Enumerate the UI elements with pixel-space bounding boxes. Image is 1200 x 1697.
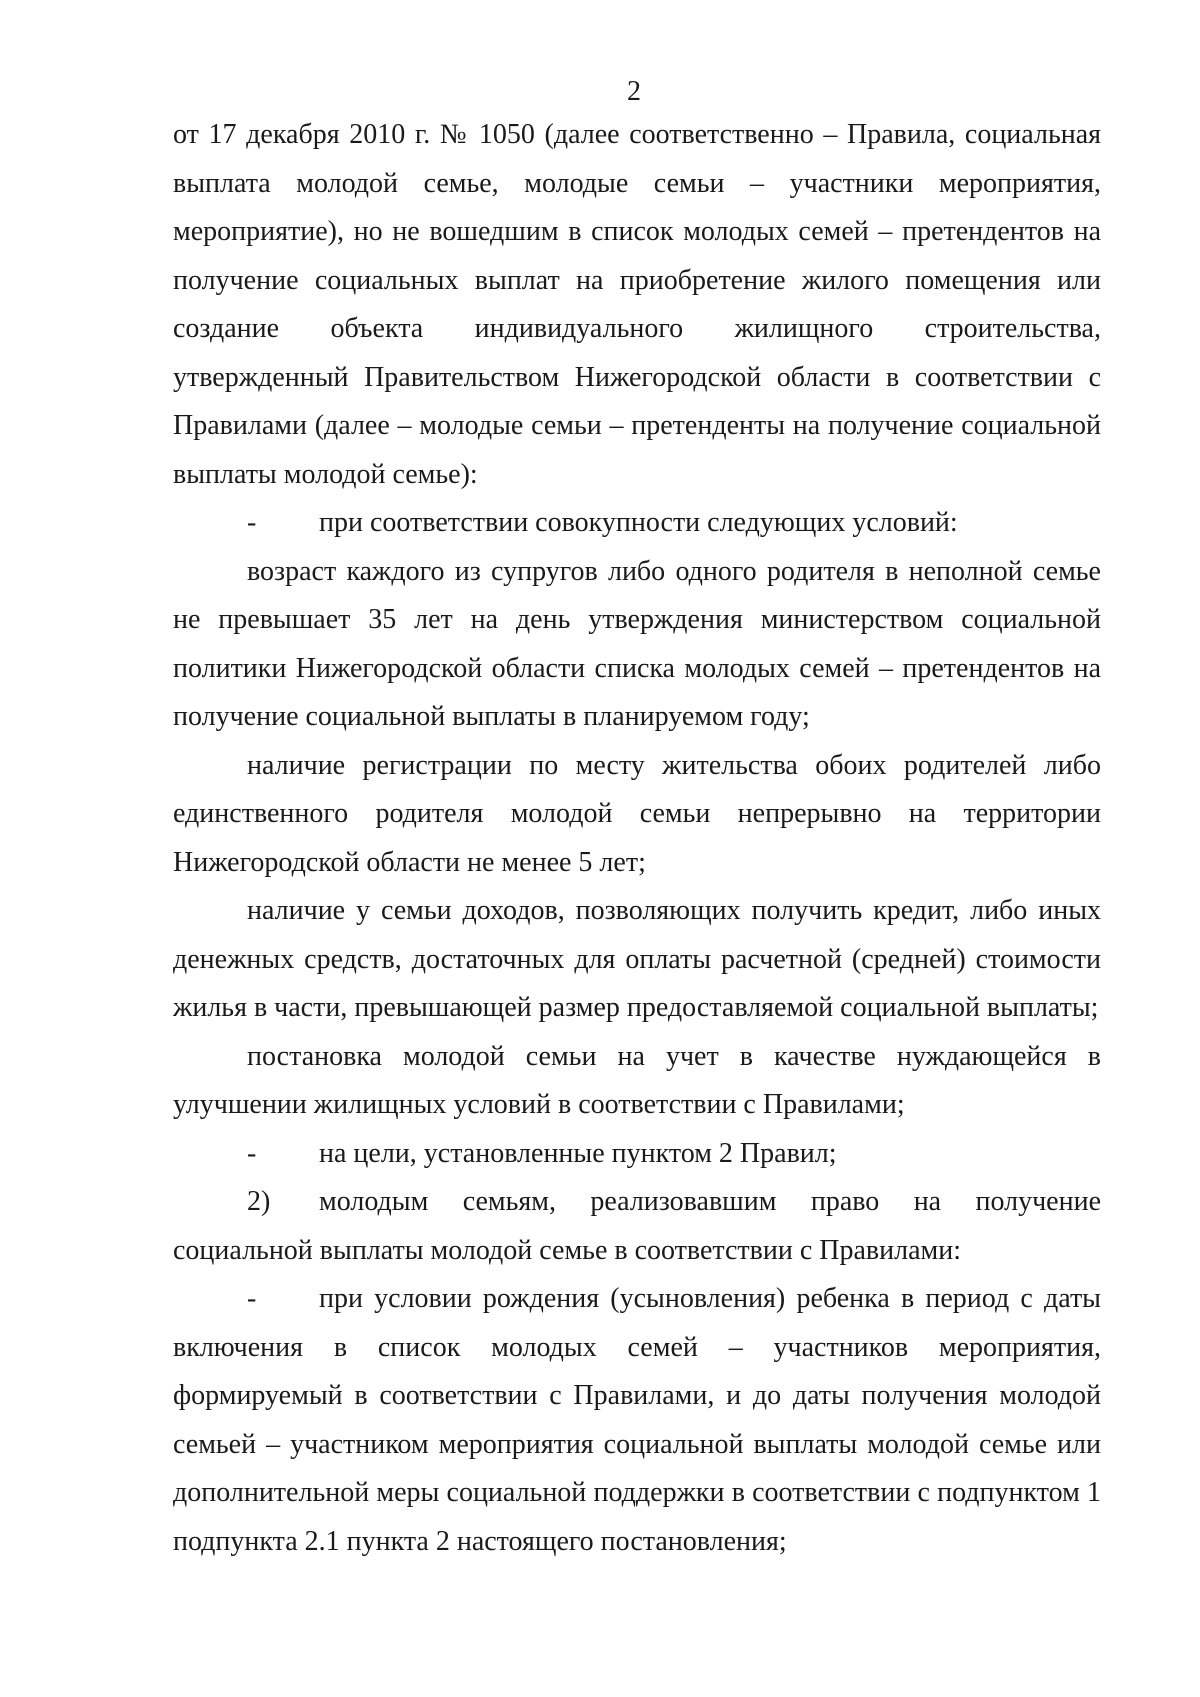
list-marker: - — [247, 1137, 257, 1169]
list-item-conditions — [173, 499, 1101, 548]
list-item-text: при соответствии совокупности следующих условий: — [319, 507, 958, 538]
list-marker: 2) — [247, 1186, 271, 1217]
list-item-continuation: социальной выплаты молодой семье в соответствии с Правилами: — [173, 1234, 961, 1266]
list-item-text: при условии рождения (усыновления) ребенка в период с даты — [319, 1283, 1101, 1314]
list-marker: - — [247, 1283, 257, 1314]
list-item-purposes — [173, 1130, 1101, 1179]
list-item-continuation: включения в список молодых семей – участников мероприятия, формируемый в соответствии с Правилами, и до даты получения молодой семьей – участником мероприятия социальной выплаты молодой семье или дополнительной меры социальной поддержки в соответствии с подпунктом 1 подпункта 2.1 пункта 2 настоящего постановления; — [173, 1331, 1101, 1557]
list-item-text: молодым семьям, реализовавшим право на получение — [319, 1186, 1101, 1217]
document-body — [173, 111, 1101, 1566]
list-item-text: на цели, установленные пунктом 2 Правил; — [319, 1137, 837, 1169]
paragraph-intro-continuation: от 17 декабря 2010 г. № 1050 (далее соответственно – Правила, социальная выплата молодой семье, молодые семьи – участники мероприятия, мероприятие), но не вошедшим в список молодых семей – претендентов на получение социальных выплат на приобретение жилого помещения или создание объекта индивидуального жилищного строительства, утвержденный Правительством Нижегородской области в соответствии с Правилами (далее – молодые семьи – претенденты на получение социальной выплаты молодой семье): — [173, 119, 1101, 490]
list-item-numbered-2 — [173, 1178, 1101, 1227]
paragraph-housing-registration: постановка молодой семьи на учет в качестве нуждающейся в улучшении жилищных условий в соответствии с Правилами; — [173, 1040, 1101, 1120]
list-marker: - — [247, 507, 257, 538]
list-item-birth-condition — [173, 1275, 1101, 1324]
paragraph-income-condition: наличие у семьи доходов, позволяющих получить кредит, либо иных денежных средств, достаточных для оплаты расчетной (средней) стоимости жилья в части, превышающей размер предоставляемой социальной выплаты; — [173, 895, 1101, 1023]
paragraph-registration-condition: наличие регистрации по месту жительства обоих родителей либо единственного родителя молодой семьи непрерывно на территории Нижегородской области не менее 5 лет; — [173, 749, 1101, 878]
page-number: 2 — [627, 76, 641, 107]
paragraph-age-condition: возраст каждого из супругов либо одного родителя в неполной семье не превышает 35 лет на день утверждения министерством социальной политики Нижегородской области списка молодых семей – претендентов на получение социальной выплаты в планируемом году; — [173, 555, 1101, 732]
